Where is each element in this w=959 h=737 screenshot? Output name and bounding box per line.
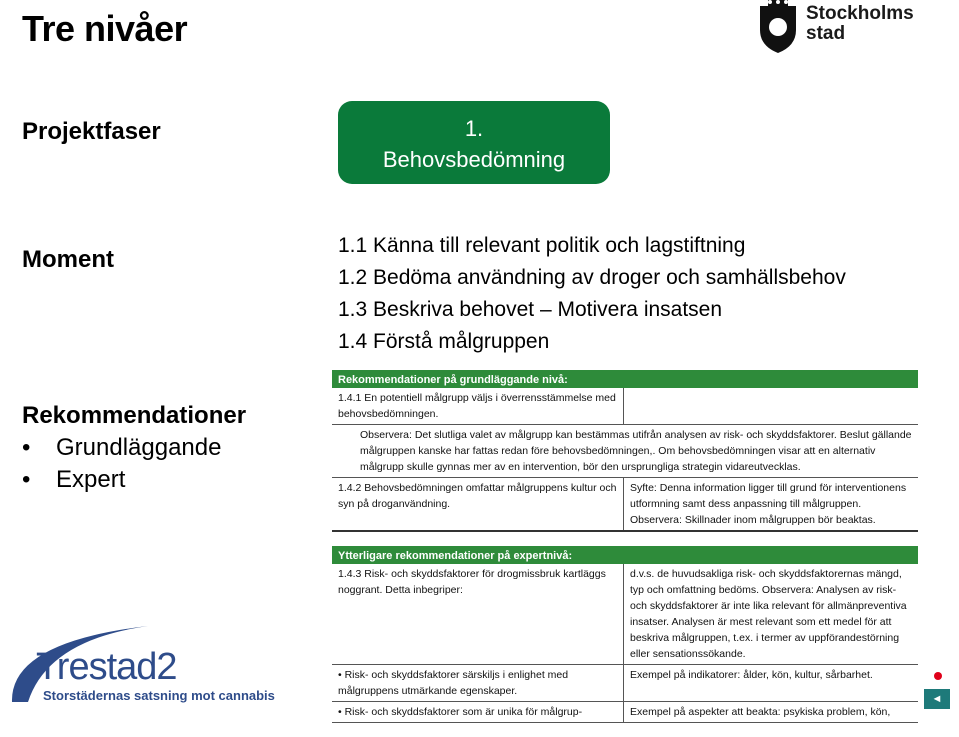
moment-item: 1.1 Känna till relevant politik och lagstiftning — [338, 234, 746, 257]
moment-item: 1.4 Förstå målgruppen — [338, 330, 550, 353]
moment-item: 1.3 Beskriva behovet – Motivera insatsen — [338, 298, 723, 321]
table-header: Ytterligare rekommendationer på expertnivå: — [332, 546, 918, 564]
table-row — [332, 478, 918, 530]
table-cell: Syfte: Denna information ligger till grund för interventionens utformning samt dess anpassning till målgruppen. Observera: Skillnader inom målgruppen bör beaktas. — [630, 482, 907, 526]
logo-text-line1: Stockholms — [806, 3, 914, 24]
moment-item: 1.2 Bedöma användning av droger och samhällsbehov — [338, 266, 846, 289]
table-cell — [624, 388, 918, 424]
table-cell: 1.4.2 Behovsbedömningen omfattar målgruppens kultur och syn på droganvändning. — [332, 478, 624, 530]
table-row — [332, 388, 918, 425]
table-header: Rekommendationer på grundläggande nivå: — [332, 370, 918, 388]
table-cell: • Risk- och skyddsfaktorer särskiljs i enlighet med målgruppens utmärkande egenskaper. — [332, 665, 624, 701]
table-cell: Exempel på indikatorer: ålder, kön, kultur, sårbarhet. — [630, 669, 873, 681]
stockholms-stad-logo — [756, 0, 936, 56]
trestad-name: Trestad2 — [36, 646, 177, 688]
table-note: Observera: Det slutliga valet av målgrupp kan bestämmas utifrån analysen av risk- och skyddsfaktorer. Beslut gällande målgruppen kanske har fattas redan före behovsbedömningen,. Om behovsbedömningen visar att en alternativ målgrupp skulle gynnas mer av en intervention, bör den ursprungliga strategin vidareutvecklas. — [332, 425, 918, 478]
label-projektfaser: Projektfaser — [22, 118, 161, 145]
table-cell: • Risk- och skyddsfaktorer som är unika för målgrup- — [332, 702, 624, 722]
bullet-expert: • Expert — [22, 466, 126, 493]
phase-box — [338, 101, 610, 184]
moment-list — [338, 230, 846, 358]
table-cell: 1.4.1 En potentiell målgrupp väljs i överrensstämmelse med behovsbedömningen. — [332, 388, 624, 424]
expert-recommendations-table — [332, 546, 918, 723]
table-cell: Exempel på aspekter att beakta: psykiska problem, kön, — [630, 706, 891, 718]
table-row — [332, 702, 918, 723]
phase-title: Behovsbedömning — [382, 147, 566, 172]
city-crest-icon — [756, 0, 800, 54]
table-row — [332, 665, 918, 702]
logo-text-line2: stad — [806, 23, 846, 44]
table-cell: d.v.s. de huvudsakliga risk- och skyddsfaktorernas mängd, typ och omfattning bedöms. Observera: Analysen av risk- och skyddsfaktorer är inte lika relevant för allmänpreventiva insatser. Analysen är mest relevant som ett medel för att beskriva målgruppen, t.ex. i termer av uppförandestörning eller sensationssökande. — [630, 568, 907, 660]
slide-title: Tre nivåer — [22, 8, 188, 49]
trestad-logo — [8, 622, 294, 712]
table-row — [332, 564, 918, 665]
bullet-grundlaggande: • Grundläggande — [22, 434, 222, 461]
label-rekommendationer: Rekommendationer — [22, 402, 247, 429]
basic-recommendations-table — [332, 370, 918, 532]
laser-pointer-dot — [934, 672, 942, 680]
label-moment: Moment — [22, 246, 114, 273]
phase-number: 1. — [464, 116, 484, 141]
trestad-tagline: Storstädernas satsning mot cannabis — [43, 688, 275, 703]
table-cell: 1.4.3 Risk- och skyddsfaktorer för drogmissbruk kartläggs noggrant. Detta inbegriper: — [332, 564, 624, 664]
previous-slide-button[interactable]: ◄ — [924, 689, 950, 709]
